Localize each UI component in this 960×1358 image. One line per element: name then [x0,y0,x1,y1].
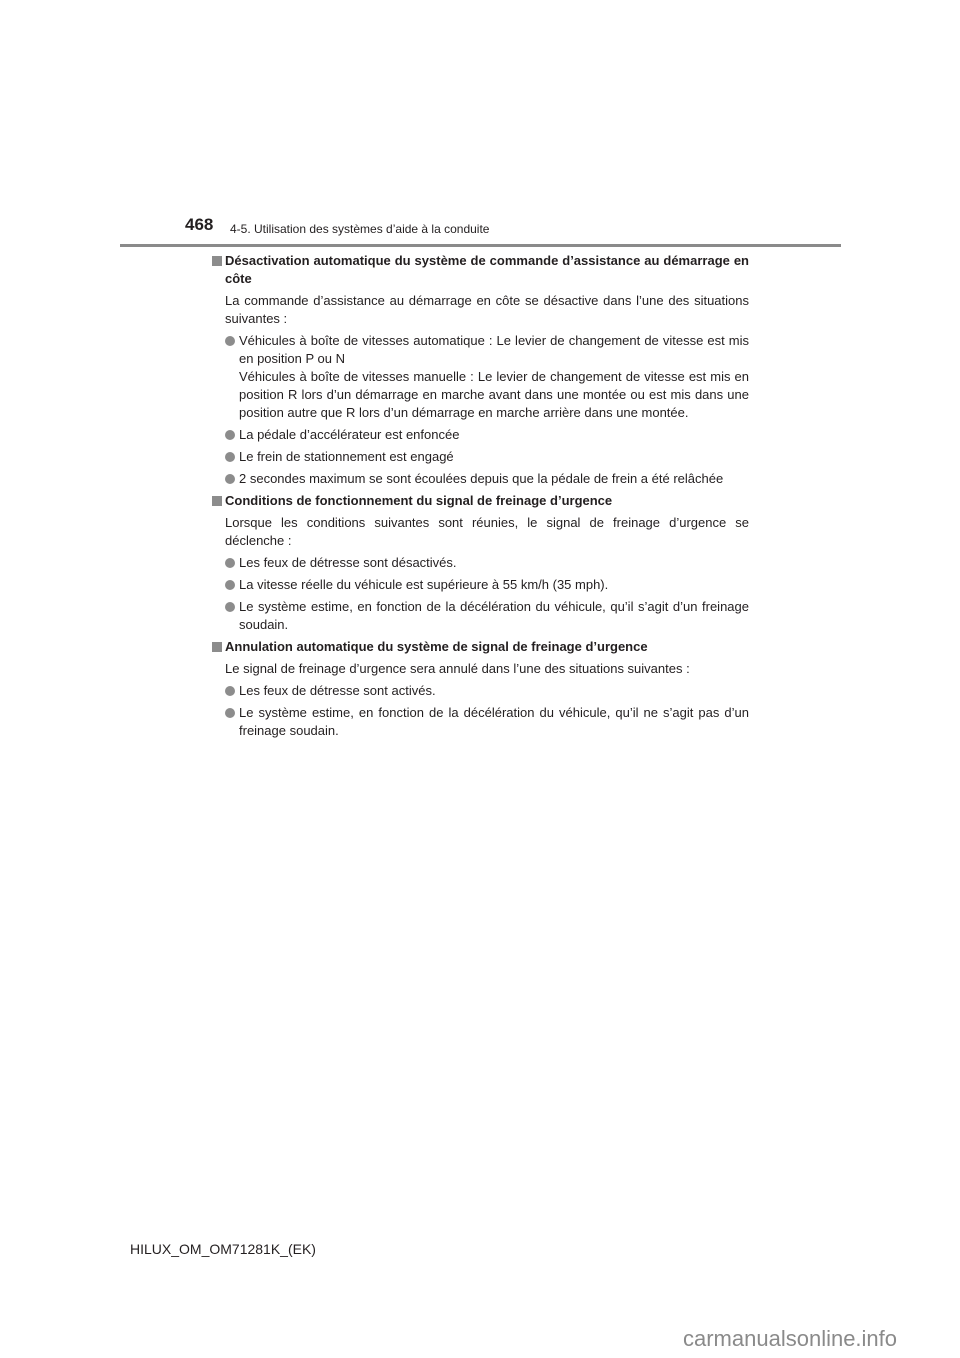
circle-bullet-icon [225,686,235,696]
paragraph: Lorsque les conditions suivantes sont réunies, le signal de freinage d’urgence se déclenche : [225,515,749,548]
paragraph: Le signal de freinage d’urgence sera annulé dans l’une des situations suivantes : [225,661,690,676]
list-item [212,576,749,594]
heading-text: Annulation automatique du système de signal de freinage d’urgence [225,639,648,654]
circle-bullet-icon [225,336,235,346]
list-item [212,470,749,488]
page-content [212,252,749,744]
list-item-text: Le système estime, en fonction de la décélération du véhicule, qu’il ne s’agit pas d’un freinage soudain. [239,705,749,738]
square-bullet-icon [212,496,222,506]
list-item [212,332,749,422]
circle-bullet-icon [225,708,235,718]
circle-bullet-icon [225,580,235,590]
list-item-text: Le frein de stationnement est engagé [239,449,454,464]
section-heading [212,252,749,288]
square-bullet-icon [212,256,222,266]
document-code: HILUX_OM_OM71281K_(EK) [130,1241,316,1257]
paragraph: La commande d’assistance au démarrage en côte se désactive dans l’une des situations suivantes : [225,293,749,326]
list-item [212,682,749,700]
list-item-text: Véhicules à boîte de vitesses automatique : Le levier de changement de vitesse est mis en position P ou N Véhicules à boîte de vitesses manuelle : Le levier de changement de vitesse est mis en position R lors d’un démarrage en marche avant dans une montée ou est mis dans une position autre que R lors d’un démarrage en marche arrière dans une montée. [239,333,749,420]
heading-text: Conditions de fonctionnement du signal de freinage d’urgence [225,493,613,508]
circle-bullet-icon [225,474,235,484]
circle-bullet-icon [225,602,235,612]
page-number: 468 [185,215,214,234]
list-item-text: Le système estime, en fonction de la décélération du véhicule, qu’il s’agit d’un freinage soudain. [239,599,749,632]
list-item-text: 2 secondes maximum se sont écoulées depuis que la pédale de frein a été relâchée [239,471,724,486]
list-item [212,554,749,572]
list-item [212,448,749,466]
list-item-text: Les feux de détresse sont activés. [239,683,436,698]
section-title: 4-5. Utilisation des systèmes d’aide à la conduite [230,222,490,236]
circle-bullet-icon [225,558,235,568]
list-item-text: Les feux de détresse sont désactivés. [239,555,457,570]
list-item [212,426,749,444]
list-item-text: La pédale d’accélérateur est enfoncée [239,427,460,442]
circle-bullet-icon [225,430,235,440]
watermark[interactable]: carmanualsonline.info [683,1326,898,1351]
list-item-text: La vitesse réelle du véhicule est supérieure à 55 km/h (35 mph). [239,577,609,592]
list-item [212,704,749,740]
header-divider [120,244,841,247]
section-heading [212,638,749,656]
square-bullet-icon [212,642,222,652]
section-heading [212,492,749,510]
circle-bullet-icon [225,452,235,462]
heading-text: Désactivation automatique du système de commande d’assistance au démarrage en côte [225,253,749,286]
list-item [212,598,749,634]
